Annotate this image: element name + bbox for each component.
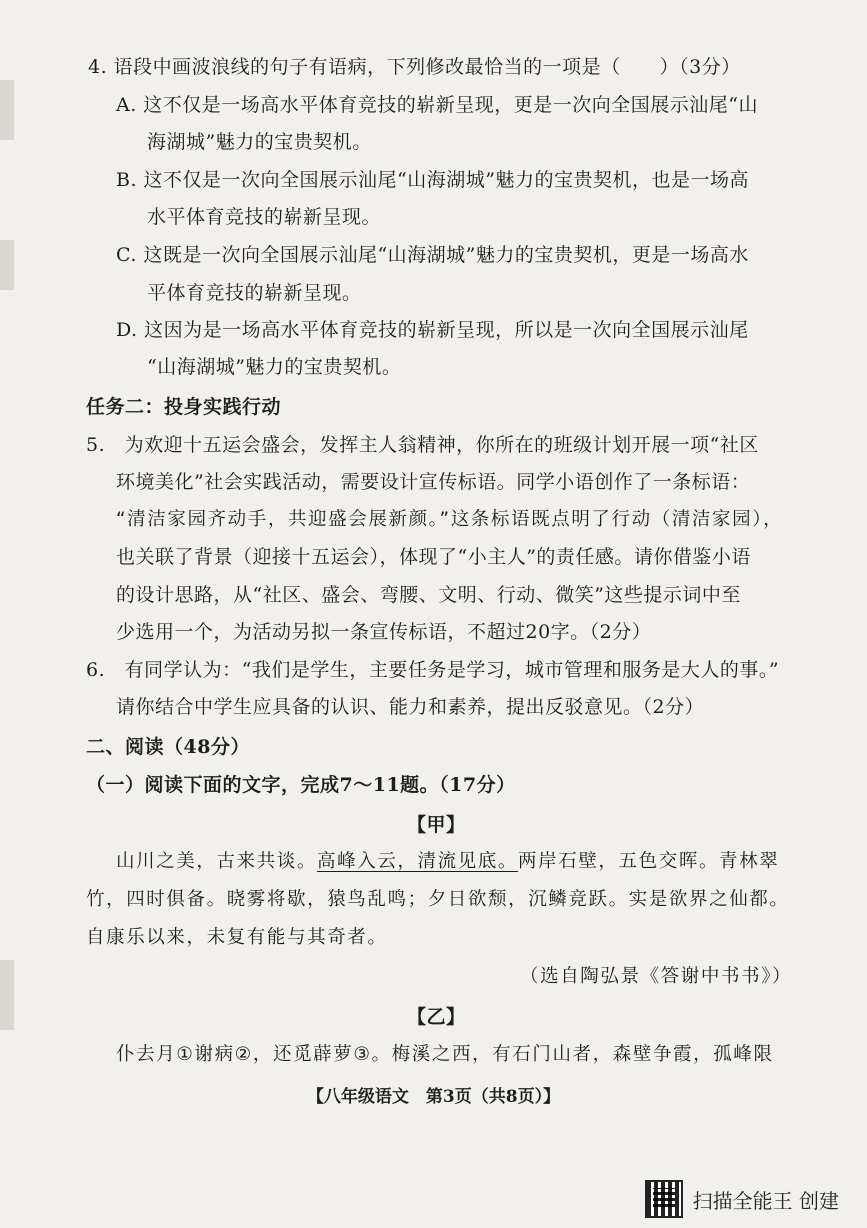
q5-line1: 5. 为欢迎十五运会盛会，发挥主人翁精神，你所在的班级计划开展一项“社区 — [86, 434, 759, 456]
q5-line3: “清洁家园齐动手，共迎盛会展新颜。”这条标语既点明了行动（清洁家园）， — [116, 509, 784, 530]
passage-jia-source: （选自陶弘景《答谢中书书》） — [520, 966, 793, 987]
section2-heading: 二、阅读（48分） — [86, 736, 250, 758]
page-footer: 【八年级语文 第3页（共8页）】 — [306, 1087, 561, 1107]
q4-option-a-line1: A. 这不仅是一场高水平体育竞技的崭新呈现，更是一次向全国展示汕尾“山 — [116, 94, 759, 116]
q4-option-d-line2: “山海湖城”魅力的宝贵契机。 — [147, 356, 402, 378]
q4-option-c-line2: 平体育竞技的崭新呈现。 — [147, 282, 362, 304]
q5-line4: 也关联了背景（迎接十五运会），体现了“小主人”的责任感。请你借鉴小语 — [116, 546, 751, 568]
passage-jia-line3: 自康乐以来，未复有能与其奇者。 — [86, 927, 388, 948]
q4-option-c-line1: C. 这既是一次向全国展示汕尾“山海湖城”魅力的宝贵契机，更是一场高水 — [116, 244, 749, 266]
scanner-label: 扫描全能王 创建 — [692, 1188, 839, 1213]
passage-yi-line1: 仆去月①谢病②，还觅薜萝③。梅溪之西，有石门山者，森壁争霞，孤峰限 — [116, 1044, 774, 1065]
passage-jia-line2: 竹，四时俱备。晓雾将歇，猿鸟乱鸣；夕日欲颓，沉鳞竞跃。实是欲界之仙都。 — [86, 889, 790, 910]
q4-option-b-line1: B. 这不仅是一次向全国展示汕尾“山海湖城”魅力的宝贵契机，也是一场高 — [116, 169, 749, 191]
part1-heading: （一）阅读下面的文字，完成7～11题。（17分） — [86, 774, 516, 796]
passage-jia-line1-start: 山川之美，古来共谈。 — [116, 851, 318, 872]
passage-jia-line1 — [116, 850, 779, 874]
passage-jia-underlined-sentence: 高峰入云，清流见底。 — [317, 851, 519, 872]
passage-jia-line1-end: 两岸石壁，五色交晖。青林翠 — [518, 851, 780, 872]
scan-edge-mark — [0, 240, 14, 290]
task2-heading: 任务二：投身实践行动 — [86, 396, 282, 418]
passage-jia-title: 【甲】 — [407, 814, 466, 836]
q5-line2: 环境美化”社会实践活动，需要设计宣传标语。同学小语创作了一条标语： — [116, 471, 751, 493]
q5-line5: 的设计思路，从“社区、盛会、弯腰、文明、行动、微笑”这些提示词中至 — [116, 584, 741, 606]
q6-line2: 请你结合中学生应具备的认识、能力和素养，提出反驳意见。（2分） — [116, 696, 705, 718]
q4-option-b-line2: 水平体育竞技的崭新呈现。 — [147, 206, 382, 228]
qr-code-icon — [645, 1180, 683, 1218]
passage-yi-title: 【乙】 — [407, 1006, 466, 1028]
q5-line6: 少选用一个，为活动另拟一条宣传标语，不超过20字。（2分） — [116, 621, 652, 643]
q4-option-d-line1: D. 这因为是一场高水平体育竞技的崭新呈现，所以是一次向全国展示汕尾 — [116, 319, 749, 341]
q4-option-a-line2: 海湖城”魅力的宝贵契机。 — [147, 131, 372, 153]
scan-edge-mark — [0, 80, 14, 140]
scan-edge-mark — [0, 960, 14, 1030]
q6-line1: 6. 有同学认为：“我们是学生，主要任务是学习，城市管理和服务是大人的事。” — [86, 659, 780, 681]
q4-stem: 4. 语段中画波浪线的句子有语病，下列修改最恰当的一项是（ ）（3分） — [88, 56, 741, 78]
scanner-watermark — [645, 1180, 839, 1218]
